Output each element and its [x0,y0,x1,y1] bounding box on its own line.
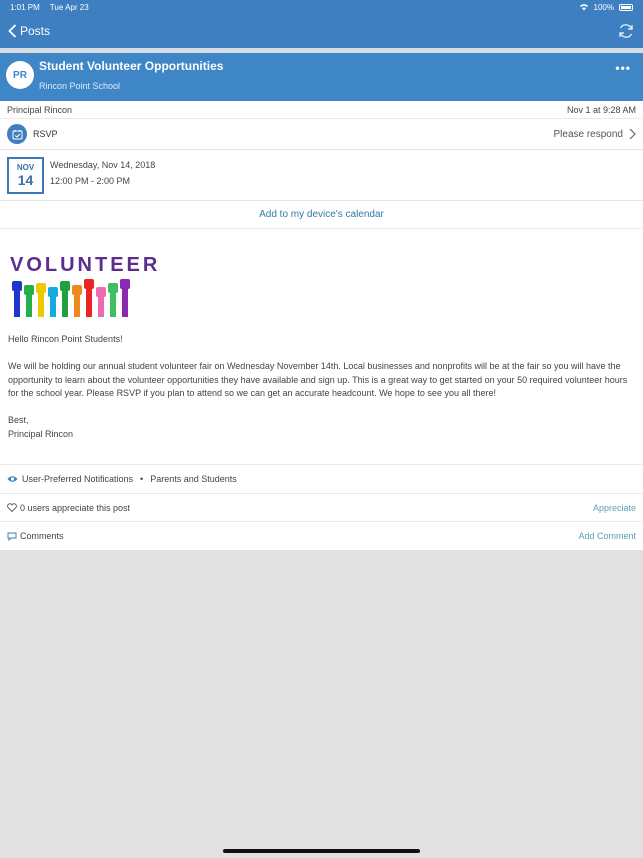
refresh-icon[interactable] [617,22,635,40]
heart-icon [7,503,17,512]
calendar-check-icon [7,124,27,144]
appreciate-row [0,494,643,522]
eye-icon [7,475,18,483]
add-comment-button[interactable]: Add Comment [578,531,636,541]
event-time: 12:00 PM - 2:00 PM [50,175,131,186]
post-content [0,101,643,550]
rsvp-label: RSVP [33,129,58,139]
audience-separator: • [140,474,144,484]
author-row [0,101,643,119]
status-bar [0,0,643,14]
status-date: Tue Apr 23 [49,2,89,12]
back-button[interactable] [8,24,50,38]
notification-type: User-Preferred Notifications [22,474,134,484]
add-to-calendar-link[interactable]: Add to my device's calendar [0,201,643,229]
rsvp-status: Please respond [553,128,623,140]
post-school[interactable]: Rincon Point School [39,81,121,91]
chevron-right-icon [629,128,636,140]
message-greeting: Hello Rincon Point Students! [8,334,123,344]
event-date: Wednesday, Nov 14, 2018 [50,159,156,170]
status-time: 1:01 PM [10,2,40,12]
status-right [579,3,633,12]
appreciation-count: 0 users appreciate this post [20,502,131,513]
chevron-left-icon [8,24,17,38]
appreciate-button[interactable]: Appreciate [592,502,636,513]
hands-graphic [12,279,130,317]
back-label: Posts [20,24,51,38]
event-day: 14 [17,172,34,188]
nav-bar [0,14,643,48]
battery-percent: 100% [593,2,614,12]
post-header [0,53,643,101]
message-signature: Principal Rincon [8,428,74,439]
event-row [0,151,643,201]
more-options-icon[interactable]: ••• [615,61,631,75]
avatar: PR [6,61,34,89]
audience-row [0,464,643,494]
message-body: We will be holding our annual student volunteer fair on Wednesday November 14th. Local businesses and nonprofits will be at the fair so you will have the opportunity to learn about the volunteer opportunities they have available and sign up. This is a great way to get started on your 50 required volunteer hours for the school year. Please RSVP if you plan to attend so we can get an accurate headcount. We hope to see you all there! [8,361,628,398]
home-indicator[interactable] [223,849,420,853]
audience-groups: Parents and Students [150,474,237,484]
volunteer-image-title: VOLUNTEER [10,254,161,276]
volunteer-image [8,249,168,319]
event-date-badge [7,157,44,194]
post-author: Principal Rincon [7,104,73,115]
comments-label[interactable]: Comments [20,531,64,541]
comment-icon [7,532,17,541]
wifi-icon [579,3,589,11]
post-message [8,333,636,441]
message-closing: Best, [8,415,29,425]
comments-row [0,522,643,550]
event-month: NOV [16,163,35,172]
post-date: Nov 1 at 9:28 AM [566,104,636,115]
post-title: Student Volunteer Opportunities [39,59,224,73]
rsvp-row[interactable] [0,119,643,150]
rsvp-respond[interactable] [554,128,637,140]
event-details [50,157,155,189]
battery-icon [619,4,633,11]
